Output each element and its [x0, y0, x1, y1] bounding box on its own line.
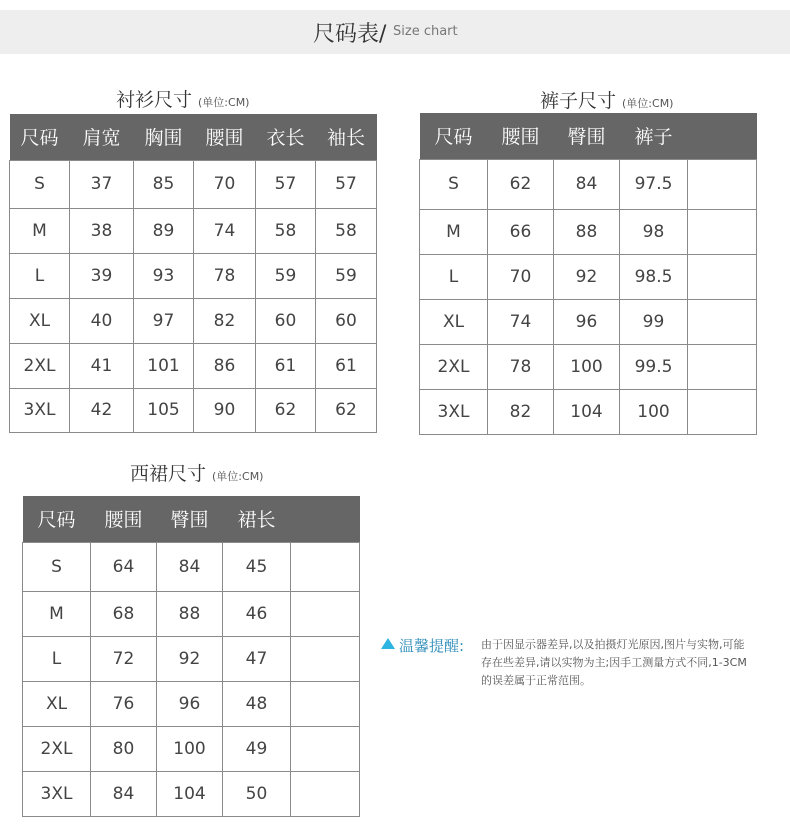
shirt-header-cell: 胸围 — [134, 114, 194, 160]
skirt-header-cell: 腰围 — [91, 496, 157, 542]
table-row — [10, 388, 377, 432]
pants-cell: 84 — [554, 159, 620, 209]
table-row — [10, 160, 377, 208]
skirt-cell: M — [23, 591, 91, 636]
shirt-cell: 37 — [70, 160, 134, 208]
table-row — [23, 726, 360, 771]
table-row — [10, 253, 377, 298]
shirt-caption — [116, 85, 249, 112]
pants-cell: 78 — [488, 344, 554, 389]
skirt-cell: 45 — [223, 542, 291, 591]
skirt-cell — [291, 681, 360, 726]
pants-cell: 88 — [554, 209, 620, 254]
pants-cell — [688, 159, 757, 209]
skirt-cell: XL — [23, 681, 91, 726]
triangle-icon — [381, 638, 395, 649]
skirt-cell: 3XL — [23, 771, 91, 816]
skirt-cell: 84 — [91, 771, 157, 816]
shirt-cell: 70 — [194, 160, 256, 208]
skirt-cell: 2XL — [23, 726, 91, 771]
pants-header-cell: 腰围 — [488, 113, 554, 159]
pants-title: 裤子尺寸 — [540, 90, 617, 112]
pants-cell: 98.5 — [620, 254, 688, 299]
shirt-cell: S — [10, 160, 70, 208]
shirt-cell: 58 — [316, 208, 377, 253]
pants-cell: 74 — [488, 299, 554, 344]
shirt-header-cell: 尺码 — [10, 114, 70, 160]
skirt-header-cell: 裙长 — [223, 496, 291, 542]
skirt-header-cell — [291, 496, 360, 542]
shirt-cell: 3XL — [10, 388, 70, 432]
skirt-cell: 92 — [157, 636, 223, 681]
shirt-cell: 38 — [70, 208, 134, 253]
skirt-cell: L — [23, 636, 91, 681]
shirt-cell: 101 — [134, 343, 194, 388]
skirt-cell: 100 — [157, 726, 223, 771]
table-row — [420, 344, 757, 389]
shirt-cell: 62 — [256, 388, 316, 432]
shirt-cell: 74 — [194, 208, 256, 253]
shirt-title: 衬衫尺寸 — [116, 89, 193, 111]
skirt-cell — [291, 591, 360, 636]
skirt-caption — [130, 459, 263, 486]
skirt-cell — [291, 542, 360, 591]
pants-cell: 92 — [554, 254, 620, 299]
skirt-size-table — [22, 496, 360, 817]
shirt-cell: 59 — [256, 253, 316, 298]
shirt-header-cell: 腰围 — [194, 114, 256, 160]
skirt-cell: 48 — [223, 681, 291, 726]
pants-cell: 3XL — [420, 389, 488, 434]
shirt-header-cell: 袖长 — [316, 114, 377, 160]
skirt-header-cell: 尺码 — [23, 496, 91, 542]
table-row — [10, 343, 377, 388]
shirt-cell: 85 — [134, 160, 194, 208]
pants-cell: 100 — [620, 389, 688, 434]
pants-cell: XL — [420, 299, 488, 344]
skirt-cell: 72 — [91, 636, 157, 681]
shirt-cell: 105 — [134, 388, 194, 432]
shirt-cell: L — [10, 253, 70, 298]
pants-cell: S — [420, 159, 488, 209]
shirt-cell: 42 — [70, 388, 134, 432]
skirt-cell — [291, 771, 360, 816]
shirt-cell: 60 — [256, 298, 316, 343]
shirt-cell: 57 — [316, 160, 377, 208]
pants-cell: 100 — [554, 344, 620, 389]
shirt-unit: (单位:CM) — [198, 96, 250, 109]
table-row — [23, 542, 360, 591]
pants-cell: 96 — [554, 299, 620, 344]
pants-size-table — [419, 113, 757, 435]
shirt-cell: 97 — [134, 298, 194, 343]
table-row — [23, 636, 360, 681]
pants-cell — [688, 389, 757, 434]
pants-cell: 98 — [620, 209, 688, 254]
shirt-cell: 93 — [134, 253, 194, 298]
skirt-cell: 96 — [157, 681, 223, 726]
pants-cell: 66 — [488, 209, 554, 254]
table-row — [23, 771, 360, 816]
pants-cell: 97.5 — [620, 159, 688, 209]
skirt-cell: 68 — [91, 591, 157, 636]
table-row — [420, 299, 757, 344]
shirt-cell: 61 — [316, 343, 377, 388]
pants-cell — [688, 299, 757, 344]
pants-cell: 99 — [620, 299, 688, 344]
shirt-cell: 61 — [256, 343, 316, 388]
skirt-unit: (单位:CM) — [212, 470, 264, 483]
shirt-cell: 41 — [70, 343, 134, 388]
skirt-header-cell: 臀围 — [157, 496, 223, 542]
pants-caption — [540, 86, 673, 113]
skirt-cell: S — [23, 542, 91, 591]
skirt-cell: 84 — [157, 542, 223, 591]
pants-header-cell: 裤子 — [620, 113, 688, 159]
shirt-cell: 78 — [194, 253, 256, 298]
pants-cell: 104 — [554, 389, 620, 434]
page-title: 尺码表/ — [313, 22, 387, 47]
skirt-cell: 49 — [223, 726, 291, 771]
skirt-cell — [291, 636, 360, 681]
shirt-cell: 57 — [256, 160, 316, 208]
table-row — [420, 254, 757, 299]
pants-cell: 62 — [488, 159, 554, 209]
shirt-cell: 2XL — [10, 343, 70, 388]
table-row — [420, 159, 757, 209]
table-row — [420, 389, 757, 434]
skirt-cell: 50 — [223, 771, 291, 816]
pants-cell: 70 — [488, 254, 554, 299]
note-label: 温馨提醒: — [399, 637, 465, 655]
shirt-cell: 60 — [316, 298, 377, 343]
pants-cell — [688, 254, 757, 299]
skirt-cell — [291, 726, 360, 771]
shirt-header-cell: 肩宽 — [70, 114, 134, 160]
skirt-cell: 46 — [223, 591, 291, 636]
pants-cell: 82 — [488, 389, 554, 434]
shirt-size-table — [9, 114, 377, 433]
skirt-cell: 88 — [157, 591, 223, 636]
shirt-cell: 58 — [256, 208, 316, 253]
pants-cell — [688, 344, 757, 389]
pants-cell: L — [420, 254, 488, 299]
table-row — [23, 591, 360, 636]
table-row — [10, 298, 377, 343]
pants-cell: 2XL — [420, 344, 488, 389]
pants-cell: 99.5 — [620, 344, 688, 389]
pants-cell: M — [420, 209, 488, 254]
table-row — [23, 681, 360, 726]
shirt-cell: XL — [10, 298, 70, 343]
skirt-cell: 76 — [91, 681, 157, 726]
pants-header-cell — [688, 113, 757, 159]
table-row — [10, 208, 377, 253]
shirt-cell: 82 — [194, 298, 256, 343]
pants-header-cell: 尺码 — [420, 113, 488, 159]
table-row — [420, 209, 757, 254]
shirt-cell: 89 — [134, 208, 194, 253]
shirt-cell: 86 — [194, 343, 256, 388]
skirt-cell: 64 — [91, 542, 157, 591]
skirt-cell: 104 — [157, 771, 223, 816]
pants-unit: (单位:CM) — [622, 97, 674, 110]
pants-cell — [688, 209, 757, 254]
shirt-cell: M — [10, 208, 70, 253]
skirt-cell: 80 — [91, 726, 157, 771]
note-text: 由于因显示器差异,以及拍摄灯光原因,图片与实物,可能存在些差异,请以实物为主;因手工测量方式不同,1-3CM的误差属于正常范围。 — [481, 638, 747, 687]
shirt-cell: 90 — [194, 388, 256, 432]
shirt-header-cell: 衣长 — [256, 114, 316, 160]
shirt-cell: 40 — [70, 298, 134, 343]
page-subtitle: Size chart — [393, 24, 458, 39]
skirt-cell: 47 — [223, 636, 291, 681]
pants-header-cell: 臀围 — [554, 113, 620, 159]
shirt-cell: 39 — [70, 253, 134, 298]
shirt-cell: 62 — [316, 388, 377, 432]
skirt-title: 西裙尺寸 — [130, 463, 207, 485]
shirt-cell: 59 — [316, 253, 377, 298]
